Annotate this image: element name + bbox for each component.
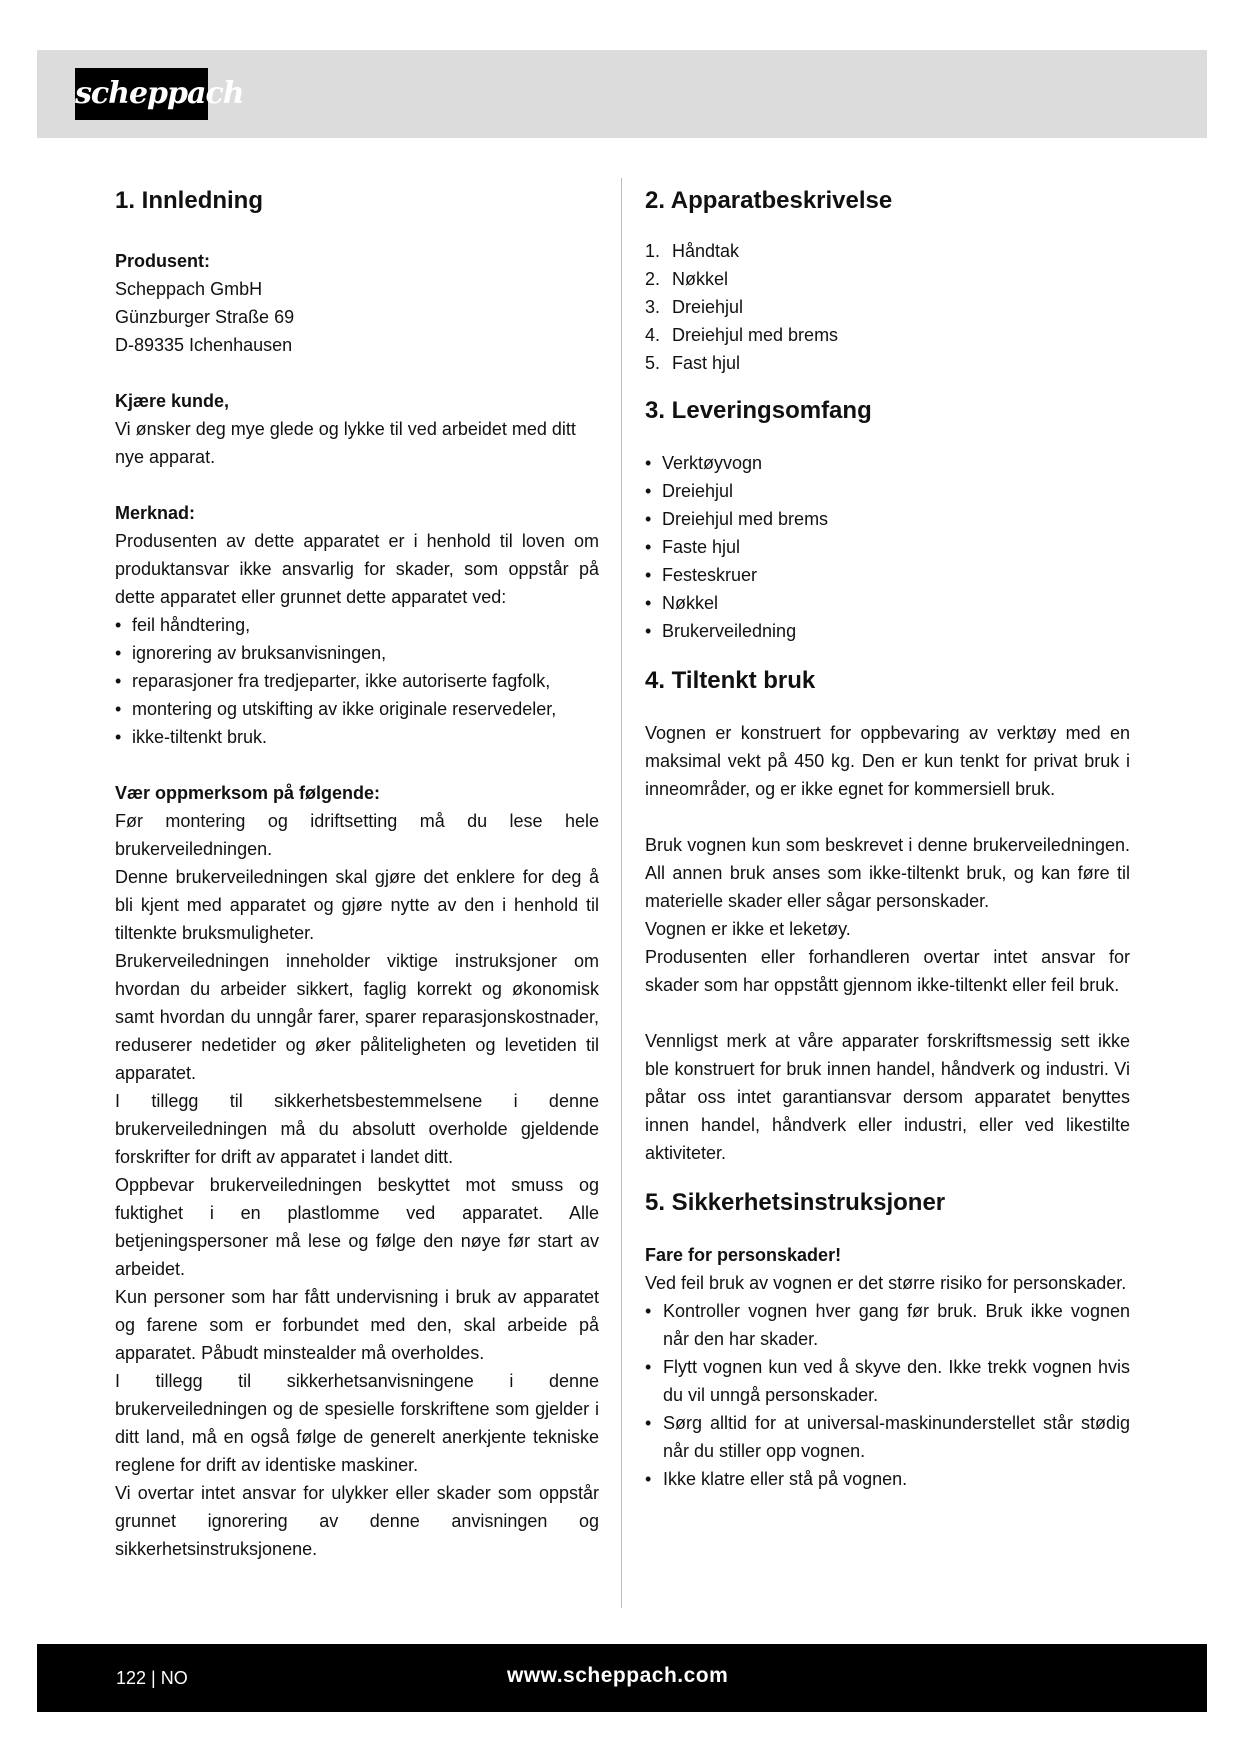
note-label: Merknad: bbox=[115, 503, 196, 523]
list-item: • Nøkkel bbox=[645, 589, 1130, 617]
list-item: 4. Dreiehjul med brems bbox=[645, 325, 839, 345]
list-item: 2. Nøkkel bbox=[645, 269, 729, 289]
attention-paragraph: Kun personer som har fått undervisning i bruk av apparatet og farene som er forbundet med den, skal arbeide på apparatet. Påbudt minstealder må overholdes. bbox=[115, 1287, 599, 1363]
list-item: • Sørg alltid for at universal-maskinunderstellet står stødig når du stiller opp vognen. bbox=[645, 1409, 1130, 1465]
list-item: 3. Dreiehjul bbox=[645, 297, 744, 317]
delivery-list bbox=[645, 449, 1130, 645]
safety-intro: Ved feil bruk av vognen er det større risiko for personskader. bbox=[645, 1273, 1127, 1293]
note-list bbox=[115, 611, 599, 751]
greeting: Kjære kunde, bbox=[115, 391, 230, 411]
list-item: 5. Fast hjul bbox=[645, 353, 741, 373]
safety-label: Fare for personskader! bbox=[645, 1245, 842, 1265]
list-item: • Dreiehjul med brems bbox=[645, 505, 1130, 533]
use-paragraph: Produsenten eller forhandleren overtar intet ansvar for skader som har oppstått gjennom ikke-tiltenkt eller feil bruk. bbox=[645, 947, 1130, 995]
list-item: 1. Håndtak bbox=[645, 241, 740, 261]
producer-line: Scheppach GmbH bbox=[115, 279, 263, 299]
list-item: • feil håndtering, bbox=[115, 611, 599, 639]
list-item: • Dreiehjul bbox=[645, 477, 1130, 505]
list-item: • Ikke klatre eller stå på vognen. bbox=[645, 1465, 1130, 1493]
list-item: • ignorering av bruksanvisningen, bbox=[115, 639, 599, 667]
page-number: 122 | NO bbox=[116, 1668, 188, 1688]
section-heading-introduction: 1. Innledning bbox=[115, 187, 263, 214]
attention-paragraph: I tillegg til sikkerhetsbestemmelsene i denne brukerveiledningen må du absolutt overholde gjeldende forskrifter for drift av apparatet i landet ditt. bbox=[115, 1091, 599, 1167]
right-column bbox=[645, 185, 1130, 1493]
producer-line: Günzburger Straße 69 bbox=[115, 307, 295, 327]
use-paragraph: Vognen er ikke et leketøy. bbox=[645, 919, 851, 939]
attention-paragraph: Denne brukerveiledningen skal gjøre det enklere for deg å bli kjent med apparatet og gjøre nytte av den i henhold til tiltenkte bruksmuligheter. bbox=[115, 867, 599, 943]
use-paragraph: Vennligst merk at våre apparater forskriftsmessig sett ikke ble konstruert for bruk innen handel, håndverk og industri. Vi påtar oss intet garantiansvar dersom apparatet benyttes innen handel, håndverk eller industri, eller ved likestilte aktiviteter. bbox=[645, 1031, 1130, 1163]
section-heading-safety: 5. Sikkerhetsinstruksjoner bbox=[645, 1189, 946, 1216]
left-column bbox=[115, 185, 599, 1563]
attention-paragraph: Vi overtar intet ansvar for ulykker eller skader som oppstår grunnet ignorering av denne anvisningen og sikkerhetsinstruksjonene. bbox=[115, 1483, 599, 1559]
section-heading-delivery: 3. Leveringsomfang bbox=[645, 397, 872, 424]
list-item: • Brukerveiledning bbox=[645, 617, 1130, 645]
attention-label: Vær oppmerksom på følgende: bbox=[115, 783, 381, 803]
greeting-text: Vi ønsker deg mye glede og lykke til ved arbeidet med ditt nye apparat. bbox=[115, 419, 576, 467]
note-text: Produsenten av dette apparatet er i henhold til loven om produktansvar ikke ansvarlig for skader, som oppstår på dette apparatet eller grunnet dette apparatet ved: bbox=[115, 531, 599, 607]
attention-paragraph: Før montering og idriftsetting må du lese hele brukerveiledningen. bbox=[115, 811, 599, 859]
list-item: • Faste hjul bbox=[645, 533, 1130, 561]
list-item: • montering og utskifting av ikke originale reservedeler, bbox=[115, 695, 599, 723]
website-link[interactable]: www.scheppach.com bbox=[507, 1664, 729, 1687]
use-paragraph: Bruk vognen kun som beskrevet i denne brukerveiledningen. All annen bruk anses som ikke-tiltenkt bruk, og kan føre til materielle skader eller sågar personskader. bbox=[645, 835, 1130, 911]
list-item: • reparasjoner fra tredjeparter, ikke autoriserte fagfolk, bbox=[115, 667, 599, 695]
scheppach-logo: scheppach bbox=[75, 68, 208, 120]
safety-list bbox=[645, 1297, 1130, 1493]
list-item: • Verktøyvogn bbox=[645, 449, 1130, 477]
section-heading-intended-use: 4. Tiltenkt bruk bbox=[645, 667, 816, 694]
page-header bbox=[37, 50, 1207, 138]
attention-paragraph: Oppbevar brukerveiledningen beskyttet mot smuss og fuktighet i en plastlomme ved apparatet. Alle betjeningspersoner må lese og følge den nøye før start av arbeidet. bbox=[115, 1175, 599, 1279]
list-item: • ikke-tiltenkt bruk. bbox=[115, 723, 599, 751]
producer-label: Produsent: bbox=[115, 251, 211, 271]
device-parts-list bbox=[645, 237, 1130, 377]
list-item: • Festeskruer bbox=[645, 561, 1130, 589]
column-divider bbox=[621, 178, 622, 1608]
page-footer bbox=[37, 1644, 1207, 1712]
list-item: • Flytt vognen kun ved å skyve den. Ikke trekk vognen hvis du vil unngå personskader. bbox=[645, 1353, 1130, 1409]
attention-paragraph: I tillegg til sikkerhetsanvisningene i denne brukerveiledningen og de spesielle forskriftene som gjelder i ditt land, må en også følge de generelt anerkjente tekniske reglene for drift av identiske maskiner. bbox=[115, 1371, 599, 1475]
producer-line: D-89335 Ichenhausen bbox=[115, 335, 293, 355]
use-paragraph: Vognen er konstruert for oppbevaring av verktøy med en maksimal vekt på 450 kg. Den er kun tenkt for privat bruk i inneområder, og er ikke egnet for kommersiell bruk. bbox=[645, 723, 1130, 799]
attention-paragraph: Brukerveiledningen inneholder viktige instruksjoner om hvordan du arbeider sikkert, faglig korrekt og økonomisk samt hvordan du unngår farer, sparer reparasjonskostnader, reduserer nedetider og øker påliteligheten og levetiden til apparatet. bbox=[115, 951, 599, 1083]
section-heading-device-description: 2. Apparatbeskrivelse bbox=[645, 187, 893, 214]
list-item: • Kontroller vognen hver gang før bruk. Bruk ikke vognen når den har skader. bbox=[645, 1297, 1130, 1353]
